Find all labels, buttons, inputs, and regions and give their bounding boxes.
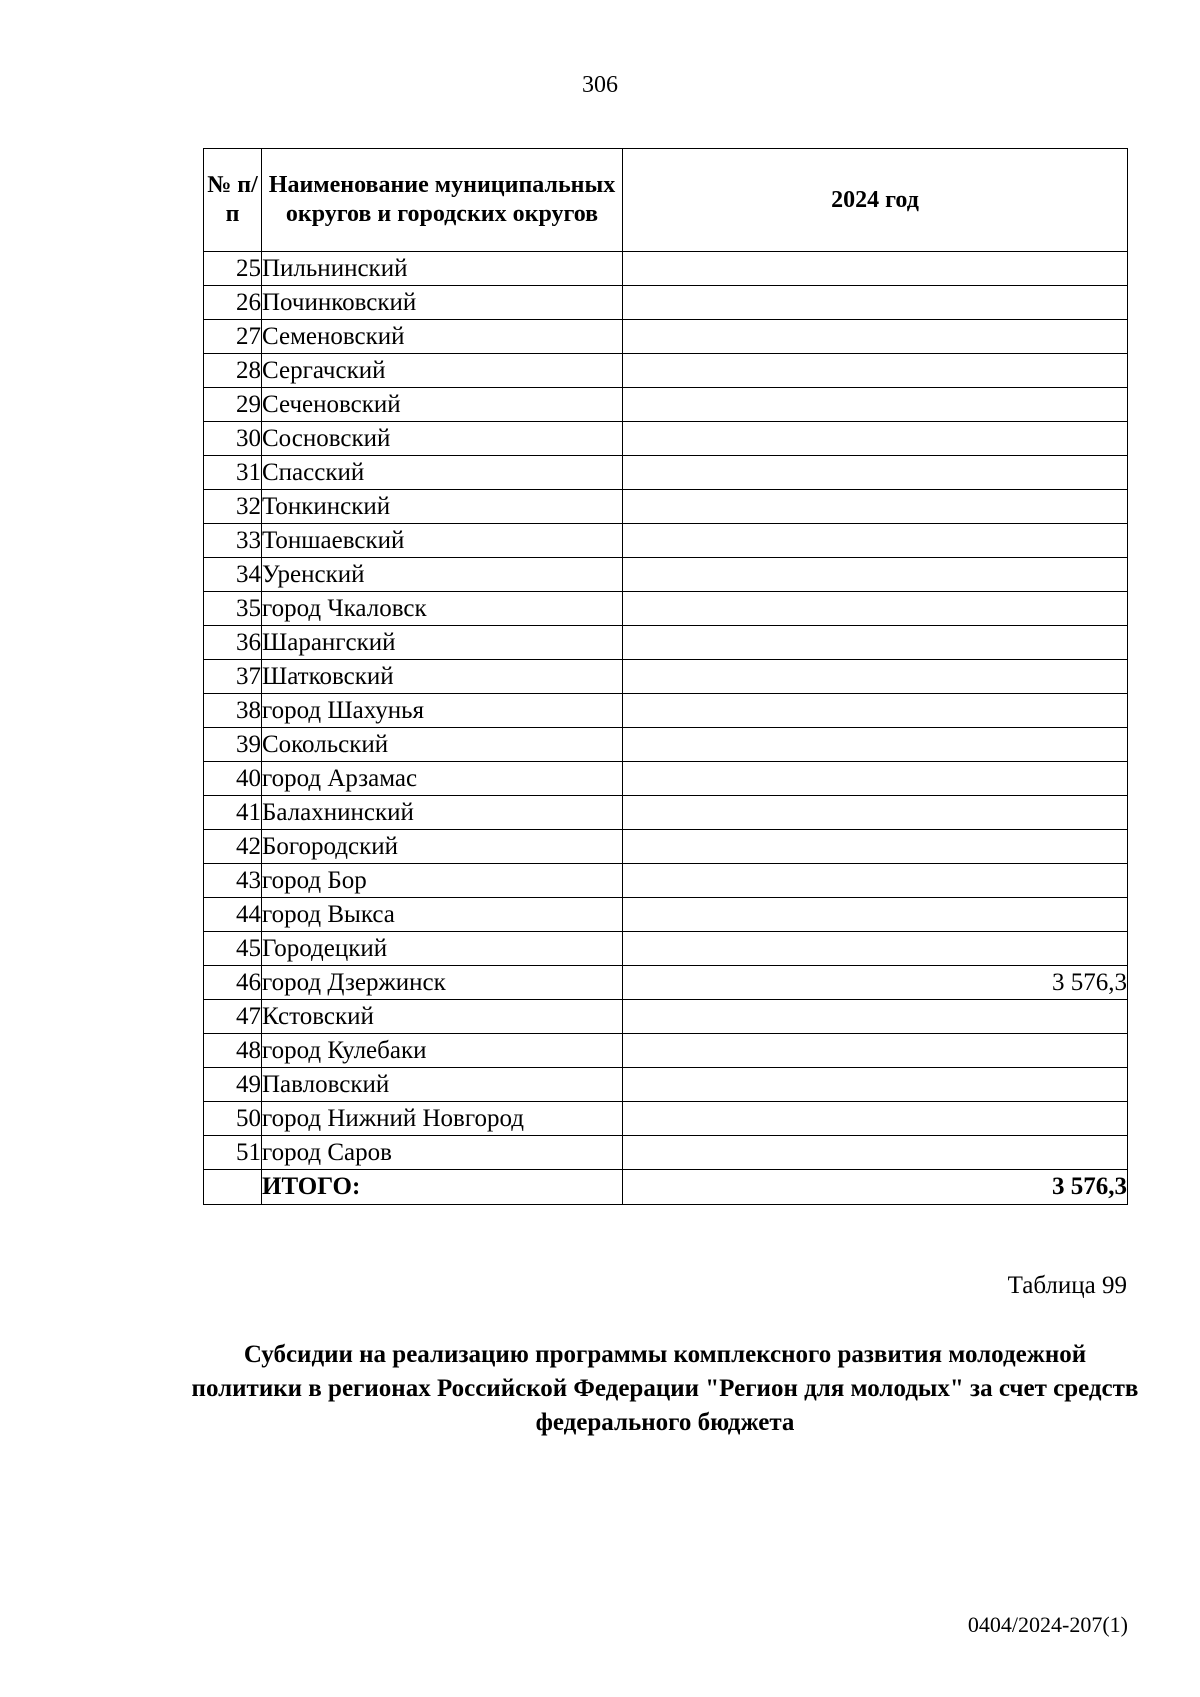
row-number: 26 [204,286,262,320]
row-name: Балахнинский [262,796,623,830]
row-number: 31 [204,456,262,490]
row-name: город Выкса [262,898,623,932]
table-caption: Таблица 99 [1007,1272,1127,1299]
table-row [204,728,1128,762]
table-row [204,830,1128,864]
row-name: Спасский [262,456,623,490]
table-row [204,660,1128,694]
row-name: Городецкий [262,932,623,966]
table-row [204,354,1128,388]
row-value [623,388,1128,422]
table-title: Субсидии на реализацию программы комплексного развития молодежной политики в регионах Российской Федерации "Регион для молодых" за счет средств федерального бюджета [191,1341,1139,1436]
row-value [623,694,1128,728]
table-row [204,490,1128,524]
row-value [623,898,1128,932]
row-name: Сергачский [262,354,623,388]
row-number: 43 [204,864,262,898]
row-value [623,320,1128,354]
row-number: 44 [204,898,262,932]
table-header-row [204,149,1128,252]
row-name: Уренский [262,558,623,592]
row-number: 30 [204,422,262,456]
row-name: город Шахунья [262,694,623,728]
table-row [204,252,1128,286]
table-row [204,966,1128,1000]
row-name: Семеновский [262,320,623,354]
row-number: 42 [204,830,262,864]
row-number: 48 [204,1034,262,1068]
row-value [623,762,1128,796]
table-row [204,898,1128,932]
header-year: 2024 год [623,149,1128,252]
row-name: Пильнинский [262,252,623,286]
table-row [204,456,1128,490]
row-value [623,1000,1128,1034]
row-value [623,252,1128,286]
page-number: 306 [582,72,618,98]
row-name: Сосновский [262,422,623,456]
row-value: 3 576,3 [623,966,1128,1000]
table-row [204,524,1128,558]
table-row [204,1136,1128,1170]
row-number: 35 [204,592,262,626]
row-number: 34 [204,558,262,592]
header-number: № п/п [204,149,262,252]
table-body [204,252,1128,1170]
row-value [623,1068,1128,1102]
row-name: Тоншаевский [262,524,623,558]
table-row [204,1034,1128,1068]
row-number: 25 [204,252,262,286]
row-value [623,524,1128,558]
table-row [204,796,1128,830]
row-number: 37 [204,660,262,694]
total-row [204,1170,1128,1205]
row-value [623,626,1128,660]
table-row [204,626,1128,660]
table-row [204,592,1128,626]
row-value [623,932,1128,966]
table-row [204,864,1128,898]
row-number: 46 [204,966,262,1000]
row-number: 27 [204,320,262,354]
row-value [623,1102,1128,1136]
row-number: 41 [204,796,262,830]
table-row [204,558,1128,592]
row-value [623,660,1128,694]
row-value [623,1136,1128,1170]
row-name: город Нижний Новгород [262,1102,623,1136]
row-name: Богородский [262,830,623,864]
document-code: 0404/2024-207(1) [967,1612,1128,1637]
row-number: 45 [204,932,262,966]
row-value [623,796,1128,830]
row-value [623,558,1128,592]
row-value [623,864,1128,898]
table-row [204,1000,1128,1034]
table-row [204,286,1128,320]
row-value [623,354,1128,388]
row-value [623,1034,1128,1068]
table-row [204,694,1128,728]
header-name: Наименование муниципальных округов и городских округов [262,149,623,252]
table-row [204,1068,1128,1102]
row-value [623,592,1128,626]
row-number: 28 [204,354,262,388]
row-number: 49 [204,1068,262,1102]
row-value [623,728,1128,762]
row-number: 33 [204,524,262,558]
row-name: Кстовский [262,1000,623,1034]
row-name: Шатковский [262,660,623,694]
table-row [204,422,1128,456]
row-value [623,456,1128,490]
total-label: ИТОГО: [262,1170,623,1205]
row-value [623,286,1128,320]
row-number: 47 [204,1000,262,1034]
row-name: город Бор [262,864,623,898]
row-name: Сеченовский [262,388,623,422]
row-number: 51 [204,1136,262,1170]
row-name: Павловский [262,1068,623,1102]
table-row [204,1102,1128,1136]
row-number: 29 [204,388,262,422]
table-row [204,762,1128,796]
row-number: 32 [204,490,262,524]
row-name: Починковский [262,286,623,320]
row-value [623,490,1128,524]
row-number: 39 [204,728,262,762]
total-number-cell [204,1170,262,1205]
row-number: 36 [204,626,262,660]
row-name: город Саров [262,1136,623,1170]
row-name: город Кулебаки [262,1034,623,1068]
row-value [623,830,1128,864]
row-name: город Арзамас [262,762,623,796]
row-name: город Дзержинск [262,966,623,1000]
total-value: 3 576,3 [623,1170,1128,1205]
subsidy-table [203,148,1128,1205]
table-row [204,320,1128,354]
row-number: 38 [204,694,262,728]
row-number: 40 [204,762,262,796]
row-name: Сокольский [262,728,623,762]
row-name: город Чкаловск [262,592,623,626]
row-name: Шарангский [262,626,623,660]
row-value [623,422,1128,456]
table-row [204,388,1128,422]
table-row [204,932,1128,966]
row-name: Тонкинский [262,490,623,524]
row-number: 50 [204,1102,262,1136]
